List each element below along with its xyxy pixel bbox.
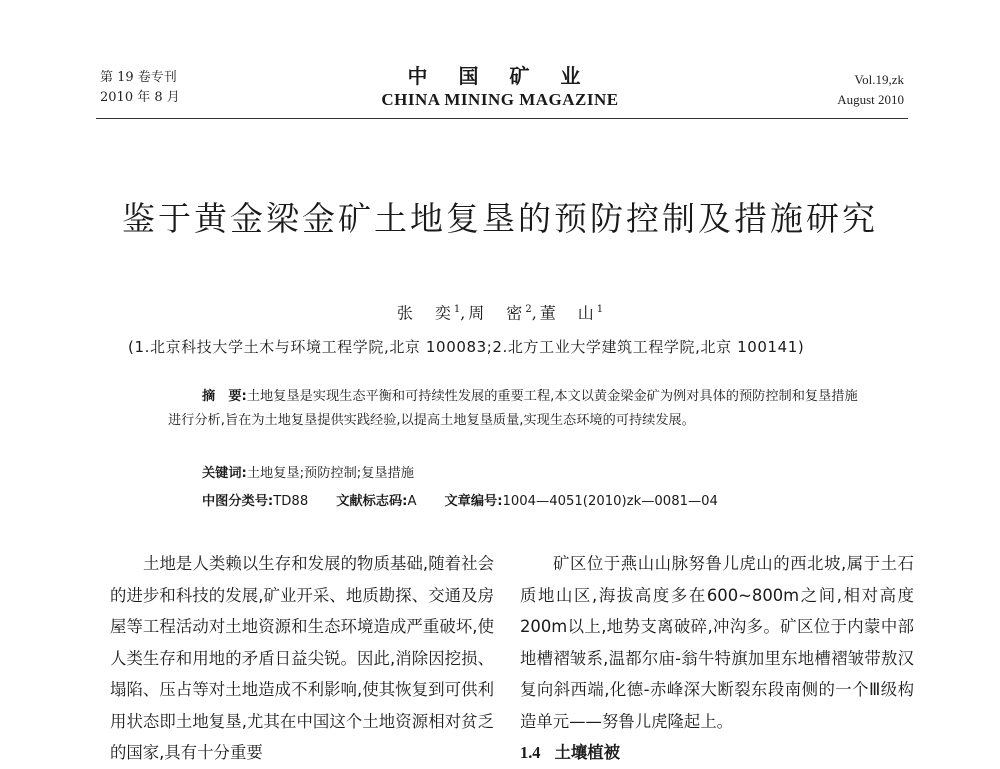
author-name: 董 山 [539,303,597,323]
doc-code-label: 文献标志码: [336,494,408,509]
abstract [168,385,860,433]
journal-name-cn: 中 国 矿 业 [407,64,593,88]
clc-value: TD88 [273,494,309,509]
header-divider [96,118,908,119]
journal-name-en: CHINA MINING MAGAZINE [381,90,619,109]
body-paragraph: 矿区位于燕山山脉努鲁儿虎山的西北坡,属于土石质地山区,海拔高度多在600~800m之间,相对高度200m以上,地势支离破碎,冲沟多。矿区位于内蒙中部地槽褶皱系,温都尔庙-翁牛特旗加里东地槽褶皱带敖汉复向斜西端,化德-赤峰深大断裂东段南侧的一个Ⅲ级构造单元——努鲁儿虎隆起上。 [520,554,914,731]
article-id-value: 1004—4051(2010)zk—0081—04 [502,494,718,509]
section-number: 1.4 [520,743,541,762]
doc-code-value: A [407,494,417,509]
date-en: August 2010 [837,92,904,107]
affiliations: (1.北京科技大学土木与环境工程学院,北京 100083;2.北方工业大学建筑工程学院,北京 100141) [128,338,805,356]
author-affil-mark: 2 [525,304,532,315]
author-list: 张 奕$^1$,周 密$^2$,董 山$^1$ [396,303,604,323]
body-column-left: 土地是人类赖以生存和发展的物质基础,随着社会的进步和科技的发展,矿业开采、地质勘探、交通及房屋等工程活动对土地资源和生态环境造成严重破坏,使人类生存和用地的矛盾日益尖锐。因此,消除因挖损、塌陷、压占等对土地造成不利影响,使其恢复到可供利用状态即土地复垦,尤其在中国这个土地资源相对贫乏的国家,具有十分重要 [110,554,494,762]
keywords [202,463,414,485]
volume-en: Vol.19,zk [854,72,904,87]
classification-row [202,491,822,513]
header-right [837,70,904,110]
abstract-label: 摘 要: [202,389,247,404]
keywords-value: 土地复垦;预防控制;复垦措施 [246,466,414,481]
date-cn: 2010 年 8 月 [100,90,180,105]
section-heading [520,737,914,769]
author-name: 张 奕 [396,303,454,323]
author-affil-mark: 1 [596,304,604,315]
volume-cn: 第 19 卷专刊 [100,70,177,85]
article-title: 鉴于黄金梁金矿土地复垦的预防控制及措施研究 [122,199,878,238]
author-name: 周 密 [468,303,526,323]
body-column-right [520,548,914,769]
article-id-label: 文章编号: [444,494,503,509]
abstract-text: 土地复垦是实现生态平衡和可持续性发展的重要工程,本文以黄金梁金矿为例对具体的预防控制和复垦措施进行分析,旨在为土地复垦提供实践经验,以提高土地复垦质量,实现生态环境的可持续发展。 [168,389,858,428]
section-title: 土壤植被 [554,743,621,762]
keywords-label: 关键词: [202,466,247,481]
clc-label: 中图分类号: [202,494,274,509]
author-affil-mark: 1 [453,304,461,315]
